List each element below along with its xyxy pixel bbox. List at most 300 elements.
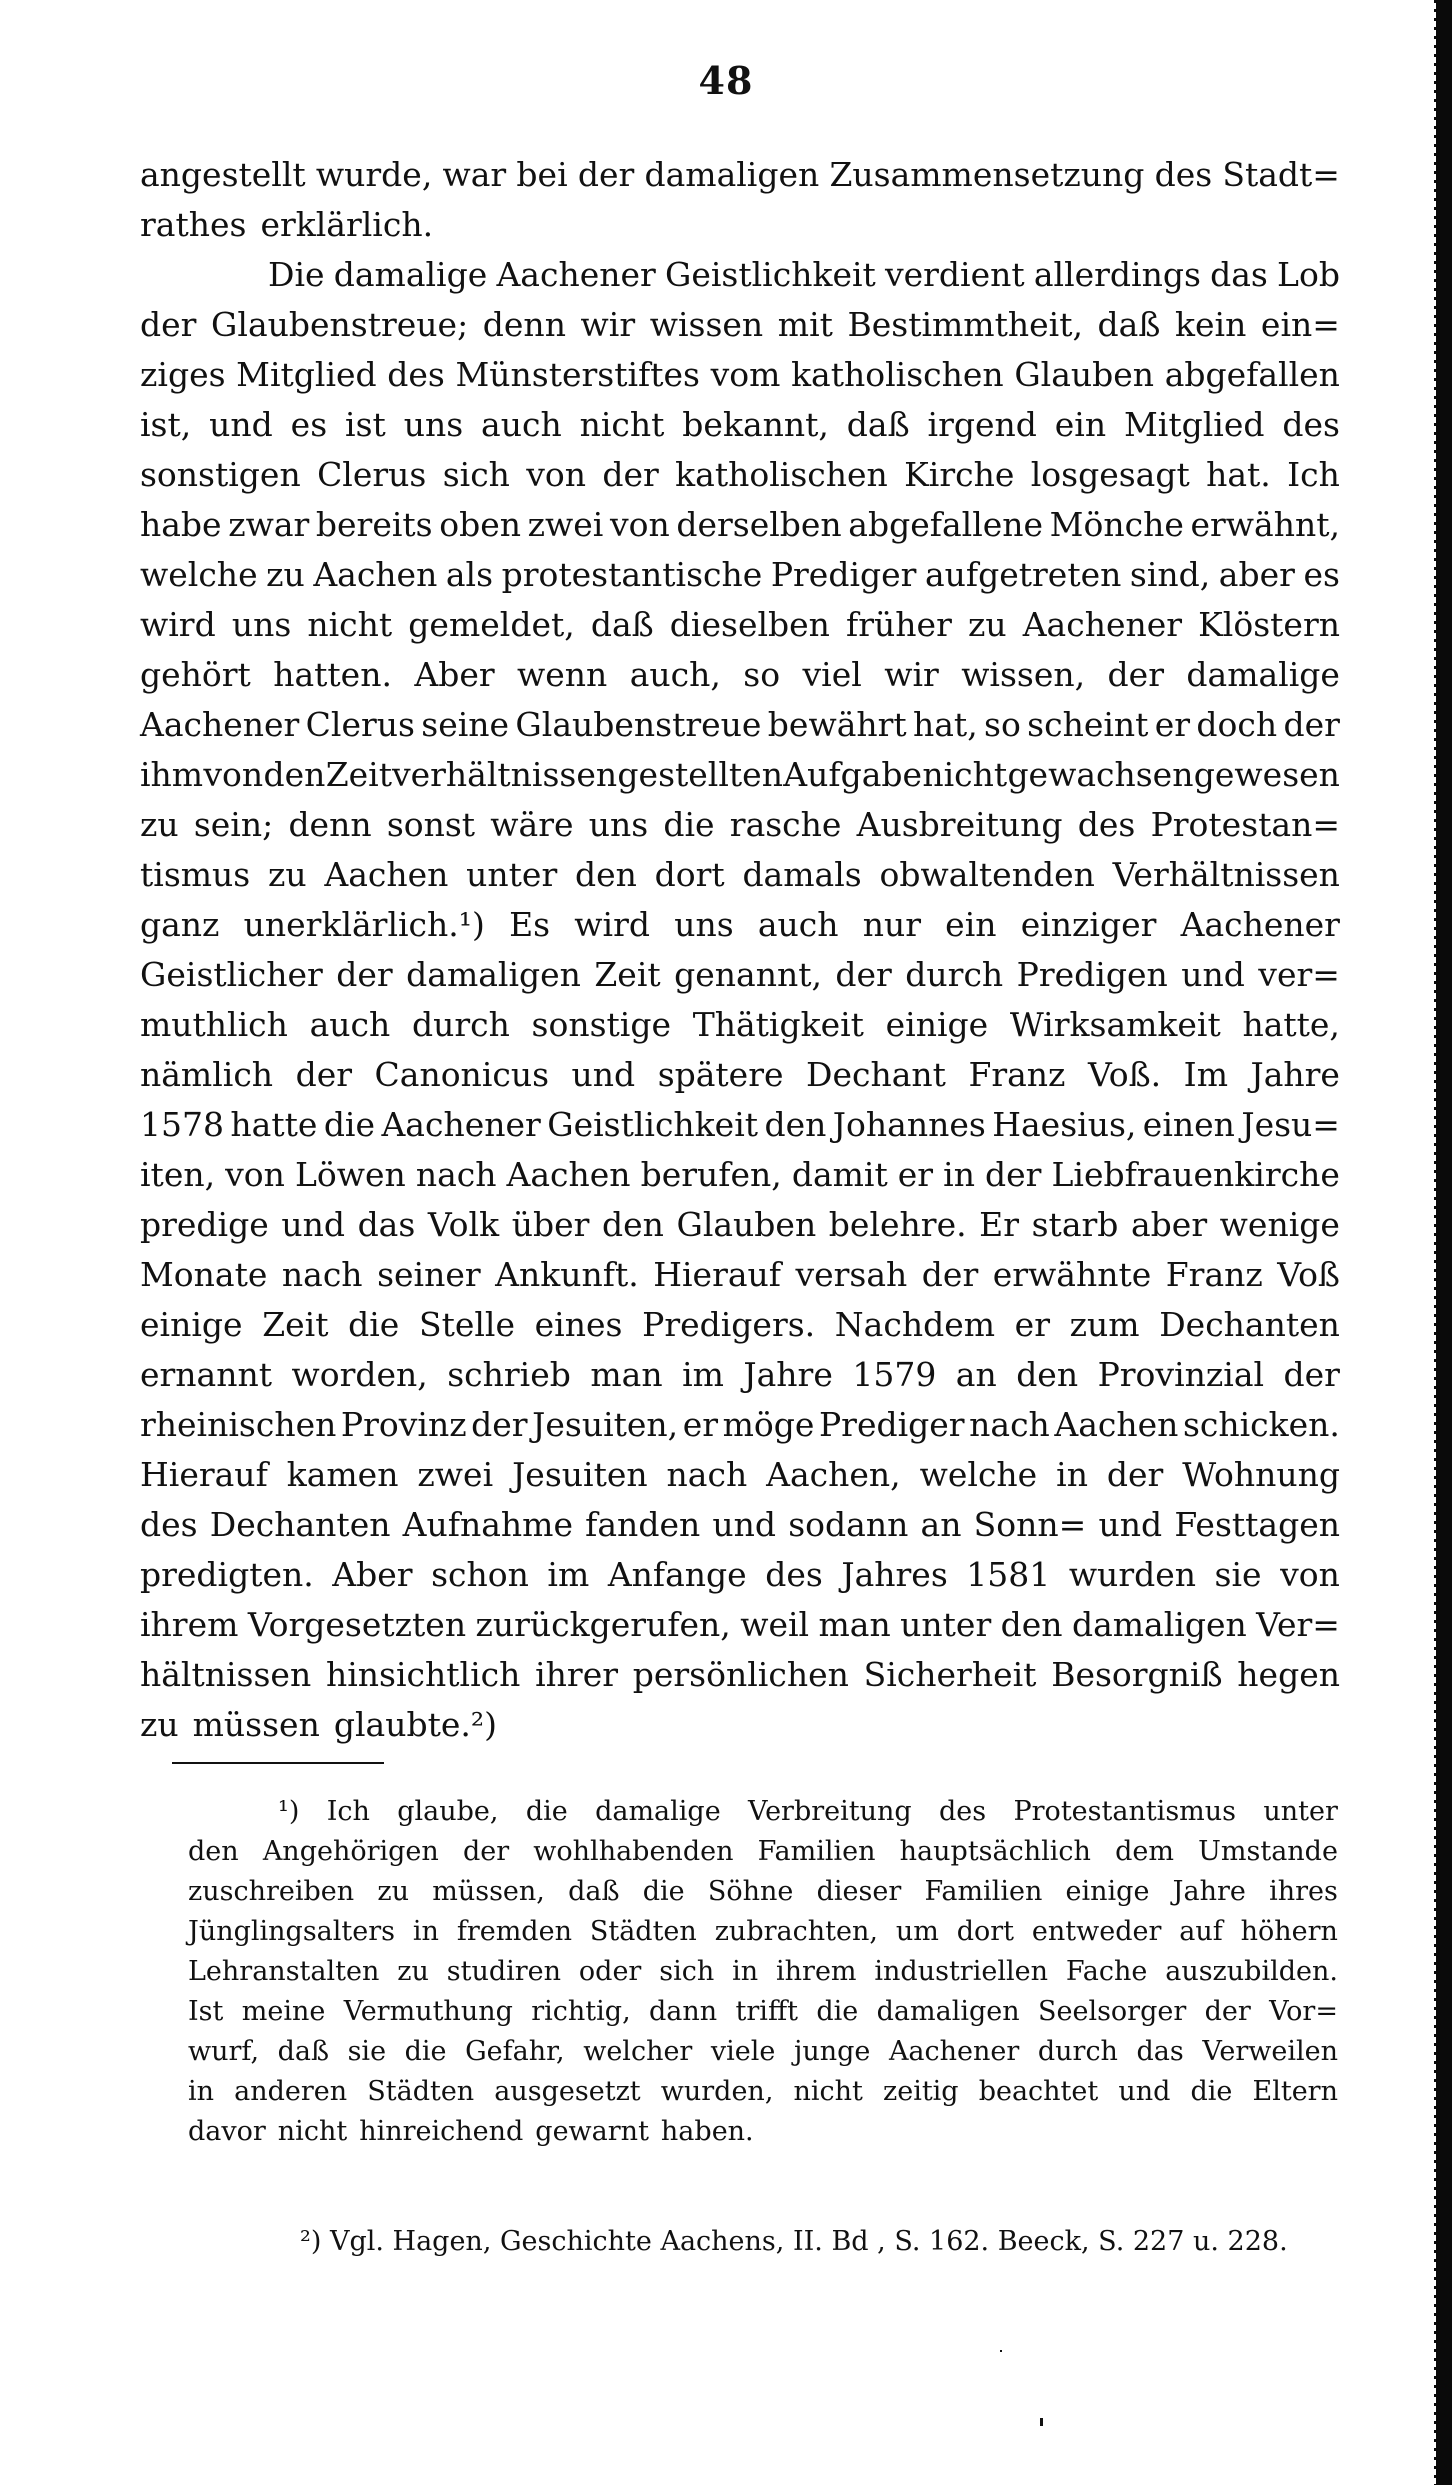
word: ihm xyxy=(140,755,204,794)
word: haben. xyxy=(660,2116,754,2147)
text-line xyxy=(140,550,1340,600)
word: müssen, xyxy=(432,1876,545,1907)
word: Familien xyxy=(924,1876,1043,1907)
text-line xyxy=(140,1150,1340,1200)
word: habe xyxy=(140,505,222,544)
word: fremden xyxy=(456,1916,572,1947)
word: es xyxy=(1303,555,1340,594)
text-line xyxy=(140,300,1340,350)
word: der xyxy=(921,1255,979,1294)
word: Aachen xyxy=(1054,1405,1179,1444)
word: sein; xyxy=(193,805,274,844)
word: Aufgabe xyxy=(783,755,923,794)
text-line xyxy=(140,1600,1340,1650)
word: Hierauf xyxy=(140,1455,268,1494)
word: irgend xyxy=(927,405,1037,444)
word: den xyxy=(188,1836,239,1867)
word: damaligen xyxy=(406,955,581,994)
word: verdient xyxy=(884,255,1025,294)
word: durch xyxy=(1037,2036,1118,2067)
text-line xyxy=(140,350,1340,400)
word: damals xyxy=(742,855,862,894)
word: die xyxy=(348,1305,400,1344)
word: auch xyxy=(757,905,839,944)
word: Verweilen xyxy=(1202,2036,1338,2067)
word: ihres xyxy=(1269,1876,1338,1907)
word: versah xyxy=(795,1255,908,1294)
word: allerdings xyxy=(1033,255,1201,294)
word: uns xyxy=(231,605,292,644)
word: auf xyxy=(1179,1916,1223,1947)
word: dort xyxy=(956,1916,1014,1947)
text-line xyxy=(188,1992,1338,2032)
word: Städten xyxy=(367,2076,475,2107)
text-line xyxy=(188,1952,1338,1992)
word: sonstigen xyxy=(140,455,301,494)
text-line xyxy=(140,1100,1340,1150)
word: muthlich xyxy=(140,1005,288,1044)
word: rasche xyxy=(729,805,842,844)
word: müssen xyxy=(192,1705,320,1744)
word: zu xyxy=(267,855,307,894)
word: den xyxy=(764,1105,827,1144)
word: nur xyxy=(862,905,921,944)
word: beachtet xyxy=(978,2076,1099,2107)
word: den xyxy=(574,855,637,894)
word: Monate xyxy=(140,1255,268,1294)
word: zu xyxy=(967,605,1007,644)
word: mit xyxy=(777,305,833,344)
word: der xyxy=(1283,705,1340,744)
word: ziges xyxy=(140,355,226,394)
word: wird xyxy=(140,605,216,644)
word: Die xyxy=(268,255,325,294)
text-line xyxy=(188,2032,1338,2072)
word: sodann xyxy=(788,1505,909,1544)
word: daß xyxy=(277,2036,330,2067)
text-line xyxy=(140,1350,1340,1400)
word: protestantische xyxy=(501,555,763,594)
word: zwei xyxy=(527,505,604,544)
word: Franz xyxy=(968,1055,1066,1094)
word: und xyxy=(281,1205,345,1244)
word: des xyxy=(765,1555,823,1594)
word: Wirksamkeit xyxy=(1009,1005,1221,1044)
word: der xyxy=(336,955,393,994)
word: vom xyxy=(710,355,781,394)
word: gestellten xyxy=(617,755,783,794)
text-line xyxy=(188,2072,1338,2112)
word: wohlhabenden xyxy=(533,1836,734,1867)
word: der xyxy=(577,155,635,194)
word: schrieb xyxy=(447,1355,571,1394)
footnote-2: ²) Vgl. Hagen, Geschichte Aachens, II. Bd , S. 162. Beeck, S. 227 u. 228. xyxy=(300,2226,1288,2257)
word: Jesuiten, xyxy=(532,1405,679,1444)
word: Angehörigen xyxy=(262,1836,439,1867)
word: der xyxy=(835,955,892,994)
word: starb xyxy=(1031,1205,1119,1244)
word: ernannt xyxy=(140,1355,272,1394)
word: ¹) xyxy=(278,1796,300,1827)
word: höhern xyxy=(1240,1916,1338,1947)
word: das xyxy=(357,1205,416,1244)
text-line xyxy=(188,1912,1338,1952)
word: bereits xyxy=(315,505,433,544)
word: erklärlich. xyxy=(260,205,434,244)
word: Provinz xyxy=(340,1405,467,1444)
word: Aachen xyxy=(324,855,449,894)
word: damaligen xyxy=(876,1996,1020,2027)
word: in xyxy=(732,1956,759,1987)
word: derselben xyxy=(676,505,842,544)
word: Bestimmtheit, xyxy=(847,305,1083,344)
word: Haesius, xyxy=(992,1105,1137,1144)
word: nicht xyxy=(579,405,665,444)
word: Prediger xyxy=(818,1405,965,1444)
word: iten, xyxy=(140,1155,216,1194)
word: der xyxy=(462,1836,510,1867)
word: wir xyxy=(884,655,939,694)
word: gewesen xyxy=(1193,755,1340,794)
word: der xyxy=(1204,1996,1251,2027)
word: ein= xyxy=(1260,305,1340,344)
word: sie xyxy=(1214,1555,1262,1594)
word: rathes xyxy=(140,205,247,244)
word: Aachener xyxy=(1180,905,1340,944)
word: dort xyxy=(654,855,725,894)
word: nicht xyxy=(307,605,393,644)
word: Besorgniß xyxy=(1051,1655,1223,1694)
word: unerklärlich.¹) xyxy=(243,905,485,944)
word: hatte, xyxy=(1242,1005,1340,1044)
word: Zeit xyxy=(594,955,661,994)
text-line xyxy=(140,1200,1340,1250)
word: kein xyxy=(1174,305,1247,344)
word: Provinzial xyxy=(1097,1355,1265,1394)
word: einige xyxy=(1065,1876,1150,1907)
word: Anfange xyxy=(607,1555,747,1594)
word: Voß xyxy=(1277,1255,1340,1294)
text-line xyxy=(140,900,1340,950)
word: zurückgerufen, xyxy=(475,1605,731,1644)
footnote-1 xyxy=(188,1792,1338,2152)
word: Aachen xyxy=(313,555,438,594)
word: die xyxy=(1190,2076,1233,2107)
word: hältnissen xyxy=(140,1655,312,1694)
word: uns xyxy=(403,405,464,444)
word: ein xyxy=(945,905,997,944)
word: Münsterstiftes xyxy=(455,355,700,394)
word: hinsichtlich xyxy=(325,1655,521,1694)
word: die xyxy=(404,2036,447,2067)
word: dieselben xyxy=(669,605,830,644)
word: damaligen xyxy=(644,155,820,194)
word: im xyxy=(682,1355,724,1394)
text-line xyxy=(188,2112,1338,2152)
word: den xyxy=(263,755,326,794)
word: losgesagt xyxy=(1030,455,1190,494)
word: es xyxy=(290,405,328,444)
word: von xyxy=(1280,1555,1340,1594)
word: Mönche xyxy=(1049,505,1184,544)
word: zu xyxy=(140,805,179,844)
word: 1581 xyxy=(966,1555,1051,1594)
word: Aber xyxy=(332,1555,413,1594)
text-line xyxy=(140,1400,1340,1450)
word: sich xyxy=(442,455,510,494)
text-line xyxy=(140,150,1340,200)
word: zeitig xyxy=(882,2076,959,2107)
word: wurde, xyxy=(315,155,433,194)
word: nach xyxy=(666,1455,748,1494)
word: Lehranstalten xyxy=(188,1956,380,1987)
word: zu xyxy=(266,555,305,594)
word: so xyxy=(743,655,781,694)
word: Eltern xyxy=(1252,2076,1338,2107)
word: hatten. xyxy=(273,655,392,694)
word: erwähnte xyxy=(992,1255,1152,1294)
word: damalige xyxy=(595,1796,721,1827)
word: die xyxy=(323,1105,376,1144)
word: nach xyxy=(969,1405,1050,1444)
word: abgefallene xyxy=(848,505,1044,544)
scan-border-edge xyxy=(1436,0,1452,2485)
word: wäre xyxy=(490,805,574,844)
word: der xyxy=(1283,1355,1340,1394)
word: daß xyxy=(568,1876,620,1907)
word: damalige xyxy=(1186,655,1340,694)
word: sind, xyxy=(1129,555,1211,594)
word: in xyxy=(188,2076,215,2107)
word: er xyxy=(897,1155,934,1194)
word: über xyxy=(511,1205,590,1244)
text-line xyxy=(140,1500,1340,1550)
word: predigten. xyxy=(140,1555,314,1594)
word: Löwen xyxy=(294,1155,406,1194)
word: wurden, xyxy=(660,2076,774,2107)
word: Seelsorger xyxy=(1037,1996,1187,2027)
word: Hierauf xyxy=(653,1255,781,1294)
word: dem xyxy=(1115,1836,1174,1867)
word: hauptsächlich xyxy=(899,1836,1091,1867)
word: wir xyxy=(580,305,636,344)
word: Wohnung xyxy=(1182,1455,1340,1494)
word: er xyxy=(1014,1305,1050,1344)
word: und xyxy=(1098,1505,1163,1544)
word: Franz xyxy=(1165,1255,1263,1294)
word: Aachener xyxy=(140,705,300,744)
word: Im xyxy=(1183,1055,1228,1094)
word: Jahre xyxy=(1172,1876,1246,1907)
word: das xyxy=(1210,255,1268,294)
word: wird xyxy=(574,905,650,944)
word: des xyxy=(939,1796,987,1827)
text-line xyxy=(140,600,1340,650)
word: nicht xyxy=(922,755,1008,794)
word: Ist xyxy=(188,1996,224,2027)
word: Dechanten xyxy=(209,1505,391,1544)
word: ihrem xyxy=(776,1956,857,1987)
text-line xyxy=(140,200,1340,250)
word: möge xyxy=(722,1405,815,1444)
word: Festtagen xyxy=(1174,1505,1340,1544)
word: Vor= xyxy=(1269,1996,1338,2027)
word: nach xyxy=(415,1155,497,1194)
text-line xyxy=(140,1000,1340,1050)
word: tismus xyxy=(140,855,251,894)
word: bekannt, xyxy=(682,405,829,444)
word: Mitglied xyxy=(236,355,377,394)
word: die xyxy=(816,1996,859,2027)
word: Jahres xyxy=(841,1555,948,1594)
word: auszubilden. xyxy=(1165,1956,1338,1987)
text-line xyxy=(140,1450,1340,1500)
word: richtig, xyxy=(531,1996,631,2027)
word: Glauben xyxy=(676,1205,817,1244)
word: Zeit xyxy=(262,1305,329,1344)
word: aufgetreten xyxy=(924,555,1122,594)
word: Glaubenstreue xyxy=(515,705,762,744)
text-line xyxy=(140,1250,1340,1300)
word: des xyxy=(1154,155,1213,194)
word: gewachsen xyxy=(1007,755,1194,794)
word: predige xyxy=(140,1205,269,1244)
word: Mitglied xyxy=(1124,405,1265,444)
word: Geistlichkeit xyxy=(664,255,876,294)
scan-border-rough-edge xyxy=(1434,0,1438,2485)
word: so xyxy=(984,705,1021,744)
word: doch xyxy=(1196,705,1278,744)
word: sonst xyxy=(386,805,476,844)
word: Prediger xyxy=(770,555,917,594)
word: des xyxy=(1077,805,1136,844)
word: glaube, xyxy=(397,1796,499,1827)
word: daß xyxy=(846,405,910,444)
word: oben xyxy=(439,505,522,544)
word: wenige xyxy=(1219,1205,1340,1244)
word: früher xyxy=(846,605,952,644)
text-line xyxy=(140,1650,1340,1700)
word: Verbreitung xyxy=(748,1796,912,1827)
word: Dechanten xyxy=(1159,1305,1340,1344)
text-line xyxy=(140,850,1340,900)
word: von xyxy=(203,755,264,794)
word: Söhne xyxy=(707,1876,794,1907)
word: Städten xyxy=(589,1916,697,1947)
word: welche xyxy=(919,1455,1038,1494)
word: Fache xyxy=(1065,1956,1148,1987)
word: rheinischen xyxy=(140,1405,337,1444)
word: 1579 xyxy=(852,1355,937,1394)
footnote-separator-rule xyxy=(172,1762,384,1764)
word: katholischen xyxy=(791,355,1004,394)
text-line xyxy=(140,650,1340,700)
word: dieser xyxy=(816,1876,902,1907)
word: scheint xyxy=(1027,705,1149,744)
word: Glauben xyxy=(1014,355,1155,394)
word: eines xyxy=(534,1305,623,1344)
word: zwei xyxy=(417,1455,494,1494)
word: denn xyxy=(288,805,372,844)
word: ver= xyxy=(1258,955,1340,994)
word: auch, xyxy=(629,655,721,694)
word: den xyxy=(1000,1605,1063,1644)
word: Nachdem xyxy=(834,1305,996,1344)
word: Voß. xyxy=(1087,1055,1162,1094)
word: Geistlichkeit xyxy=(547,1105,759,1144)
word: obwaltenden xyxy=(879,855,1095,894)
word: Clerus xyxy=(305,705,415,744)
word: Ich xyxy=(326,1796,370,1827)
word: uns xyxy=(588,805,649,844)
word: kamen xyxy=(286,1455,399,1494)
word: sie xyxy=(347,2036,387,2067)
word: den xyxy=(1016,1355,1079,1394)
text-line xyxy=(188,1832,1338,1872)
word: hat, xyxy=(913,705,978,744)
word: ausgesetzt xyxy=(494,2076,641,2107)
word: die xyxy=(525,1796,568,1827)
word: bei xyxy=(516,155,568,194)
word: die xyxy=(663,805,715,844)
word: die xyxy=(642,1876,685,1907)
word: ihrem xyxy=(140,1605,239,1644)
text-line xyxy=(140,750,1340,800)
word: der xyxy=(602,455,659,494)
text-line xyxy=(140,1300,1340,1350)
text-line xyxy=(140,700,1340,750)
word: sich xyxy=(659,1956,715,1987)
word: Lob xyxy=(1277,255,1340,294)
word: Protestantismus xyxy=(1013,1796,1237,1827)
word: Umstande xyxy=(1198,1836,1338,1867)
text-line xyxy=(140,950,1340,1000)
word: Zeitverhältnissen xyxy=(325,755,618,794)
word: hegen xyxy=(1237,1655,1340,1694)
word: von xyxy=(225,1155,285,1194)
text-line xyxy=(188,1872,1338,1912)
word: unter xyxy=(1263,1796,1338,1827)
text-line xyxy=(140,250,1340,300)
word: Johannes xyxy=(832,1105,986,1144)
text-line xyxy=(140,450,1340,500)
word: gemeldet, xyxy=(408,605,575,644)
word: ein xyxy=(1054,405,1107,444)
word: der xyxy=(1106,1455,1164,1494)
word: Aachen, xyxy=(766,1455,901,1494)
word: zu xyxy=(377,1876,409,1907)
word: viele xyxy=(710,2036,776,2067)
word: unter xyxy=(900,1605,992,1644)
word: Glaubenstreue; xyxy=(211,305,469,344)
word: anderen xyxy=(234,2076,348,2107)
word: gewarnt xyxy=(535,2116,649,2147)
word: Familien xyxy=(757,1836,876,1867)
word: hatte xyxy=(230,1105,318,1144)
text-line xyxy=(140,400,1340,450)
word: Predigen xyxy=(1016,955,1168,994)
word: spätere xyxy=(657,1055,784,1094)
word: zuschreiben xyxy=(188,1876,355,1907)
word: belehre. xyxy=(828,1205,967,1244)
scan-speck xyxy=(1000,2350,1002,2352)
word: aber xyxy=(1130,1205,1208,1244)
main-body-text xyxy=(140,150,1340,1750)
word: oder xyxy=(578,1956,642,1987)
text-line xyxy=(140,800,1340,850)
word: Jünglingsalters xyxy=(188,1916,396,1947)
word: wurf, xyxy=(188,2036,260,2067)
